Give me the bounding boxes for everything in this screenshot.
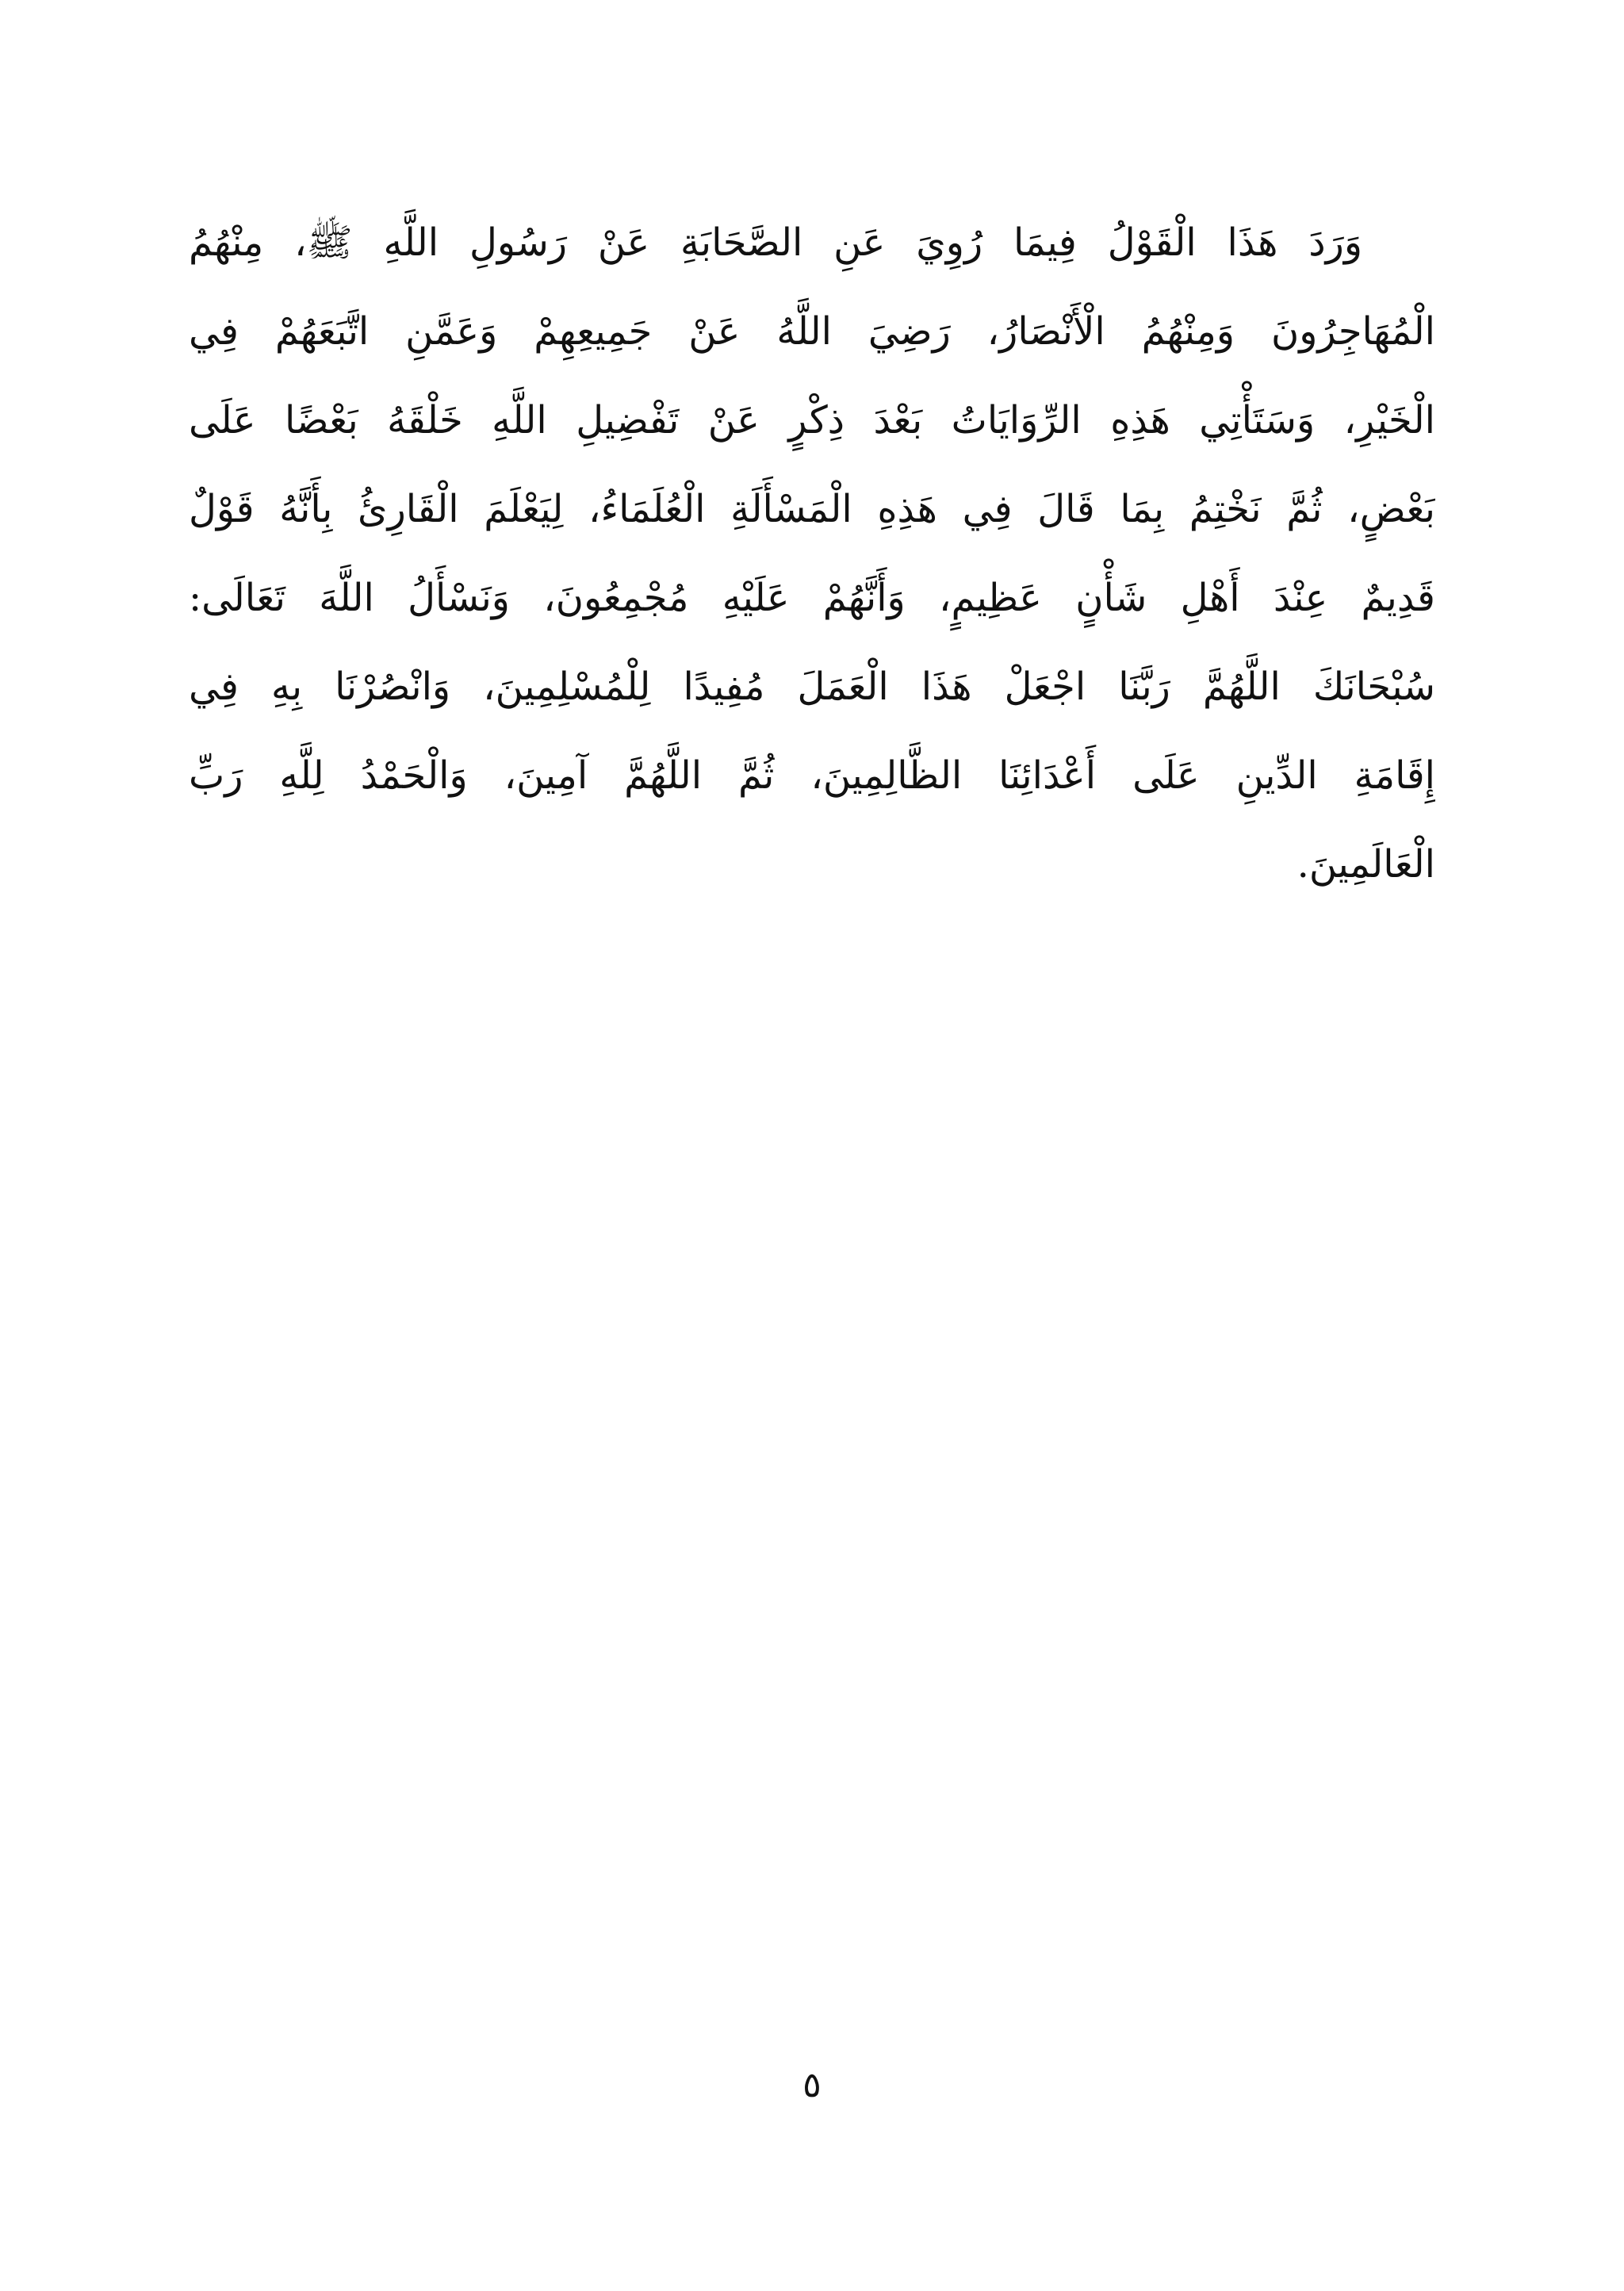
paragraph-line: الْعَالَمِينَ. [1297,842,1435,887]
body-paragraph [189,198,1435,909]
paragraph-line: قَدِيمٌ عِنْدَ أَهْلِ شَأْنٍ عَظِيمٍ، وَأَنَّهُمْ عَلَيْهِ مُجْمِعُونَ، وَنَسْأَلُ اللَّهَ تَعَالَى: [189,576,1435,620]
paragraph-line: بَعْضٍ، ثُمَّ نَخْتِمُ بِمَا قَالَ فِي هَذِهِ الْمَسْأَلَةِ الْعُلَمَاءُ، لِيَعْلَمَ الْقَارِئُ بِأَنَّهُ قَوْلٌ [189,487,1435,531]
paragraph-line: وَرَدَ هَذَا الْقَوْلُ فِيمَا رُوِيَ عَنِ الصَّحَابَةِ عَنْ رَسُولِ اللَّهِ ﷺ، مِنْهُمُ [189,220,1363,265]
paragraph-line: إِقَامَةِ الدِّينِ عَلَى أَعْدَائِنَا الظَّالِمِينَ، ثُمَّ اللَّهُمَّ آمِينَ، وَالْحَمْدُ لِلَّهِ رَبِّ [189,753,1435,798]
paragraph-line: سُبْحَانَكَ اللَّهُمَّ رَبَّنَا اجْعَلْ هَذَا الْعَمَلَ مُفِيدًا لِلْمُسْلِمِينَ، وَانْصُرْنَا بِهِ فِي [189,665,1435,709]
paragraph-line: الْخَيْرِ، وَسَتَأْتِي هَذِهِ الرِّوَايَاتُ بَعْدَ ذِكْرٍ عَنْ تَفْضِيلِ اللَّهِ خَلْقَهُ بَعْضًا عَلَى [189,398,1435,442]
paragraph-line: الْمُهَاجِرُونَ وَمِنْهُمُ الْأَنْصَارُ، رَضِيَ اللَّهُ عَنْ جَمِيعِهِمْ وَعَمَّنِ اتَّبَعَهُمْ فِي [189,309,1435,354]
page-number: ٥ [802,2065,822,2105]
